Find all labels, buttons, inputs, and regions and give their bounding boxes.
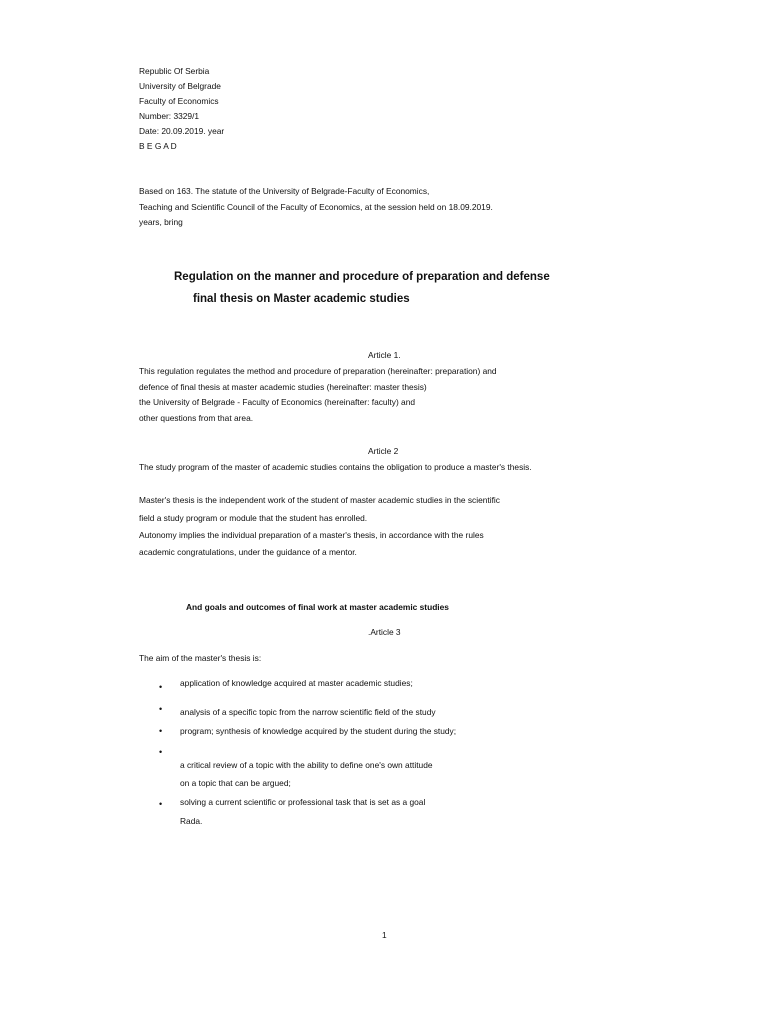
page-number: 1 bbox=[382, 930, 387, 940]
aim-item-2-line-2: program; synthesis of knowledge acquired by the student during the study; bbox=[180, 726, 457, 736]
document-title-line-1: Regulation on the manner and procedure of preparation and defense bbox=[174, 271, 550, 283]
aim-item-1: application of knowledge acquired at master academic studies; bbox=[180, 678, 413, 688]
preamble-line-1: Based on 163. The statute of the University of Belgrade-Faculty of Economics, bbox=[139, 186, 430, 196]
article-2-paragraph-1: The study program of the master of academic studies contains the obligation to produce a master's thesis. bbox=[139, 462, 532, 472]
aim-item-3-line-2: on a topic that can be argued; bbox=[180, 778, 291, 788]
article-2-heading: Article 2 bbox=[368, 446, 399, 456]
header-line-university: University of Belgrade bbox=[139, 81, 221, 91]
article-1-line-2: defence of final thesis at master academic studies (hereinafter: master thesis) bbox=[139, 382, 427, 392]
header-line-faculty: Faculty of Economics bbox=[139, 96, 219, 106]
section-heading-goals: And goals and outcomes of final work at master academic studies bbox=[186, 602, 449, 612]
aim-item-4-line-2: Rada. bbox=[180, 816, 203, 826]
header-line-date: Date: 20.09.2019. year bbox=[139, 126, 225, 136]
article-3-intro: The aim of the master's thesis is: bbox=[139, 653, 262, 663]
article-1-line-4: other questions from that area. bbox=[139, 413, 254, 423]
header-line-number: Number: 3329/1 bbox=[139, 111, 200, 121]
bullet-marker: • bbox=[159, 747, 163, 757]
preamble-line-3: years, bring bbox=[139, 217, 183, 227]
bullet-marker: • bbox=[159, 704, 163, 714]
header-line-country: Republic Of Serbia bbox=[139, 66, 210, 76]
bullet-marker: • bbox=[159, 726, 163, 736]
preamble-line-2: Teaching and Scientific Council of the Faculty of Economics, at the session held on 18.09.2019. bbox=[139, 202, 493, 212]
bullet-marker: • bbox=[159, 799, 163, 809]
article-2-p2-line-2: field a study program or module that the student has enrolled. bbox=[139, 513, 368, 523]
article-1-line-1: This regulation regulates the method and procedure of preparation (hereinafter: preparation) and bbox=[139, 366, 497, 376]
article-1-line-3: the University of Belgrade - Faculty of Economics (hereinafter: faculty) and bbox=[139, 397, 416, 407]
article-2-p2-line-3: Autonomy implies the individual preparation of a master's thesis, in accordance with the rules bbox=[139, 530, 484, 540]
header-line-city: B E G A D bbox=[139, 141, 177, 151]
bullet-marker: • bbox=[159, 682, 163, 692]
article-2-p2-line-4: academic congratulations, under the guidance of a mentor. bbox=[139, 547, 357, 557]
article-1-heading: Article 1. bbox=[368, 350, 401, 360]
aim-item-3-line-1: a critical review of a topic with the ability to define one's own attitude bbox=[180, 760, 433, 770]
article-3-heading: .Article 3 bbox=[368, 627, 401, 637]
article-2-p2-line-1: Master's thesis is the independent work of the student of master academic studies in the scientific bbox=[139, 495, 500, 505]
aim-item-2-line-1: analysis of a specific topic from the narrow scientific field of the study bbox=[180, 707, 436, 717]
document-title-line-2: final thesis on Master academic studies bbox=[193, 293, 410, 305]
aim-item-4-line-1: solving a current scientific or professional task that is set as a goal bbox=[180, 797, 426, 807]
